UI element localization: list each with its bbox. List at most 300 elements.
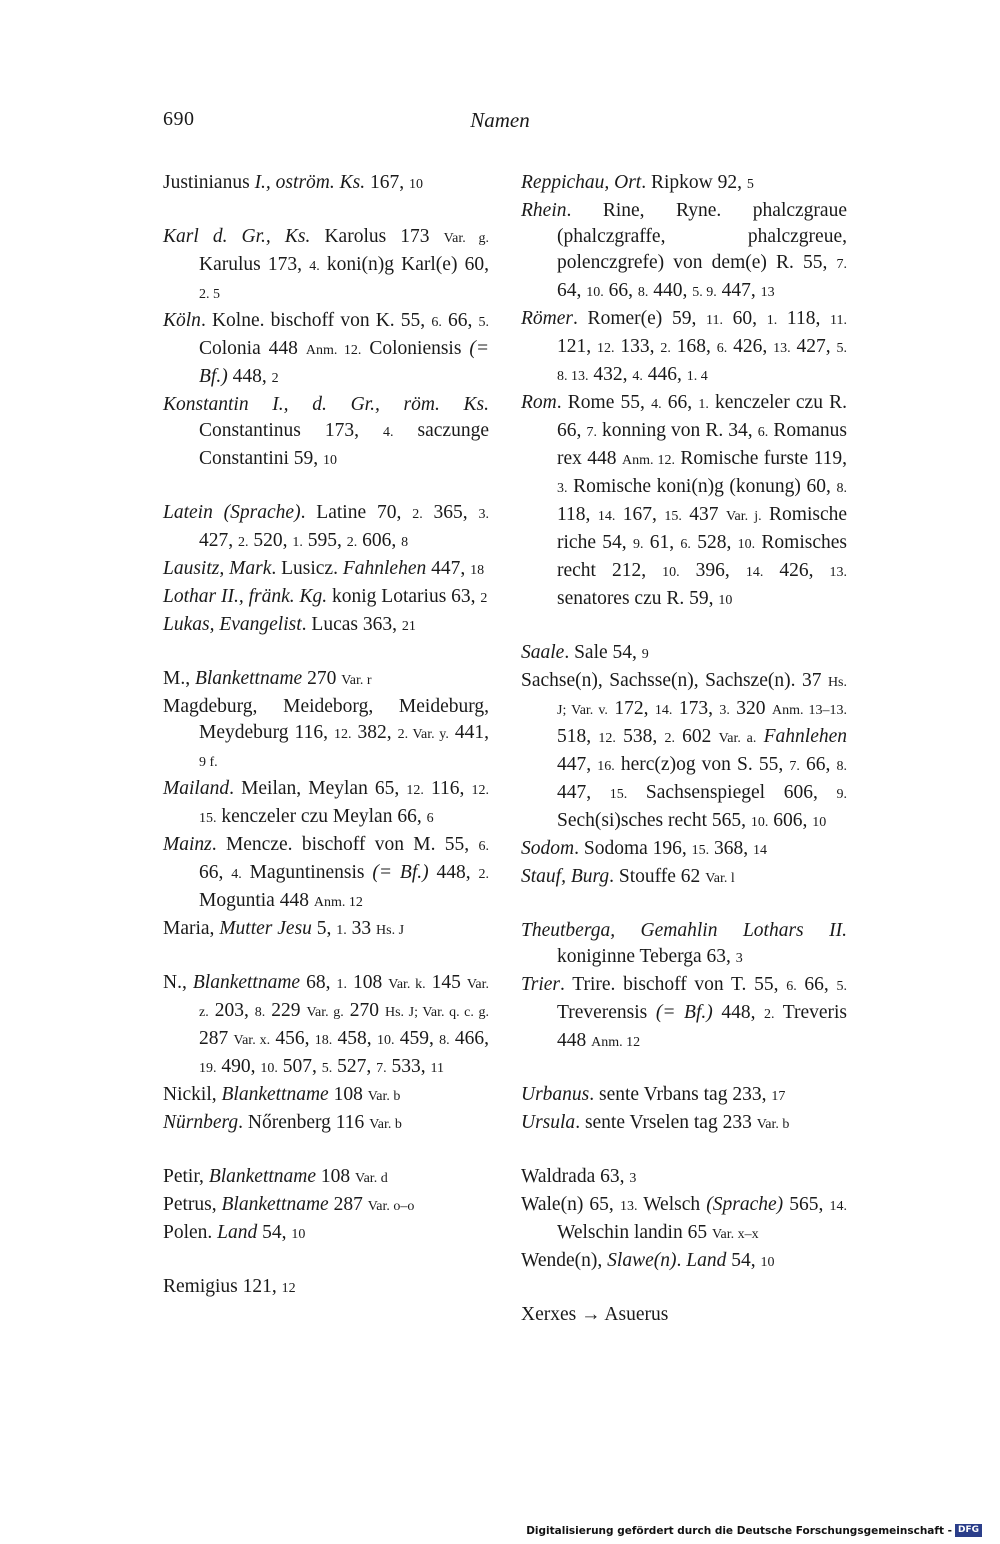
entry-italic-text: Rhein <box>521 200 567 221</box>
entry-text: 602 <box>674 726 719 747</box>
page-number: 690 <box>163 108 195 130</box>
entry-reference: 14. <box>597 509 616 524</box>
entry-reference: Hs. J; Var. q. c. g. <box>384 1005 489 1020</box>
entry-italic-text: Reppichau, Ort <box>521 172 642 193</box>
entry-reference: 13. <box>773 341 791 356</box>
entry-text: . Romer(e) 59, <box>573 308 707 329</box>
entry-italic-text: Blankettname <box>194 668 303 689</box>
entry-reference: 12. <box>333 727 352 742</box>
entry-text: 447, <box>716 280 761 301</box>
entry-reference: 18 <box>470 563 485 578</box>
entry-italic-text: Mutter Jesu <box>219 918 312 939</box>
entry-group <box>163 970 489 1138</box>
entry-reference: 2. <box>478 867 489 882</box>
entry-group <box>163 1164 489 1248</box>
entry-group <box>521 640 847 892</box>
entry-italic-text: Lausitz, Mark <box>163 558 272 579</box>
entry-reference: Var. o–o <box>367 1199 415 1214</box>
entry-italic-text: Land <box>686 1250 727 1271</box>
entry-text: 167, <box>615 504 665 525</box>
entry-reference: 8 <box>401 535 409 550</box>
entry-italic-text: (= Bf.) <box>199 338 490 387</box>
entry-text: 118, <box>557 504 598 525</box>
entry-reference: 10. <box>260 1061 278 1076</box>
index-entry <box>163 556 489 584</box>
entry-group <box>521 170 847 614</box>
entry-text: 528, <box>690 532 738 553</box>
index-entry <box>163 500 489 556</box>
entry-text: kenczeler czu Meylan 66, <box>216 806 427 827</box>
entry-reference: 7. <box>836 257 847 272</box>
index-entry <box>521 1248 847 1276</box>
entry-text: 118, <box>777 308 831 329</box>
entry-text: 447, <box>557 782 610 803</box>
entry-group <box>521 1082 847 1138</box>
entry-reference: 2 <box>271 371 279 386</box>
entry-reference: 21 <box>401 619 416 634</box>
entry-reference: 5. 8. 13. <box>557 341 847 384</box>
entry-reference: 5. <box>478 315 489 330</box>
index-entry <box>163 776 489 832</box>
entry-reference: 10 <box>408 177 423 192</box>
entry-text: . Kolne. bischoff von K. 55, <box>200 310 432 331</box>
entry-text: . Ripkow 92, <box>641 172 747 193</box>
entry-reference: 10. <box>586 285 604 300</box>
entry-reference: 4. <box>231 867 242 882</box>
index-entry <box>163 392 489 474</box>
entry-text: 173, <box>672 698 720 719</box>
entry-text: 382, <box>351 722 398 743</box>
entry-text: 172, <box>607 698 655 719</box>
entry-text: Justinianus <box>163 172 255 193</box>
entry-text: 538, <box>615 726 665 747</box>
entry-reference: 11. <box>830 313 848 328</box>
entry-text <box>756 726 763 747</box>
entry-reference: 7. <box>376 1061 387 1076</box>
index-entry <box>521 864 847 892</box>
entry-italic-text: (= Bf.) <box>372 862 429 883</box>
entry-text: 446, <box>642 364 687 385</box>
entry-text: 270 <box>343 1000 385 1021</box>
entry-reference: Var. r <box>341 673 372 688</box>
entry-text: 432, <box>588 364 633 385</box>
entry-reference: Hs. J; Var. v. <box>557 675 847 718</box>
entry-text: 606, <box>357 530 402 551</box>
entry-text: 459, <box>394 1028 440 1049</box>
entry-reference: Var. d <box>355 1171 388 1186</box>
entry-text: 527, <box>332 1056 377 1077</box>
entry-text: Karolus 173 <box>310 226 444 247</box>
entry-text: 116, <box>423 778 472 799</box>
entry-text: Constantinus 173, <box>199 420 384 441</box>
entry-reference: 17 <box>771 1089 786 1104</box>
entry-reference: Var. a. <box>718 731 757 746</box>
entry-reference: 8. <box>439 1033 450 1048</box>
index-entry <box>521 1082 847 1110</box>
entry-reference: 12. 15. <box>199 783 489 826</box>
entry-reference: 10 <box>323 453 338 468</box>
entry-reference: 2. <box>412 507 423 522</box>
entry-reference: Var. l <box>705 871 735 886</box>
entry-reference: 9 <box>641 647 649 662</box>
entry-text: 108 <box>316 1166 356 1187</box>
entry-text: Sachsenspiegel 606, <box>627 782 837 803</box>
entry-text: 54, <box>726 1250 761 1271</box>
entry-text: . sente Vrbans tag 233, <box>589 1084 772 1105</box>
index-entry <box>521 1302 847 1328</box>
entry-reference: Var. b <box>367 1089 401 1104</box>
entry-reference: 10 <box>760 1255 775 1270</box>
entry-reference: 12. <box>598 731 616 746</box>
entry-italic-text: Land <box>217 1222 258 1243</box>
entry-group <box>521 918 847 1056</box>
entry-reference: 14. <box>745 565 764 580</box>
entry-text: . sente Vrselen tag 233 <box>575 1112 757 1133</box>
entry-reference: Anm. 12. <box>305 343 362 358</box>
entry-reference: 3. <box>478 507 490 522</box>
index-entry <box>163 1274 489 1302</box>
entry-reference: 13 <box>760 285 775 300</box>
entry-reference: 13. <box>619 1199 638 1214</box>
entry-text: konig Lotarius 63, <box>327 586 481 607</box>
entry-reference: 7. <box>586 425 597 440</box>
index-entry <box>163 1164 489 1192</box>
entry-reference: 9. <box>836 787 847 802</box>
entry-text: 108 <box>346 972 389 993</box>
entry-text: Coloniensis <box>361 338 470 359</box>
entry-reference: 4. <box>651 397 662 412</box>
entry-italic-text: Karl d. Gr., Ks. <box>163 226 311 247</box>
entry-text: 33 <box>346 918 377 939</box>
entry-text: 426, <box>763 560 830 581</box>
entry-reference: 6. <box>680 537 691 552</box>
entry-reference: 10. <box>737 537 756 552</box>
entry-text: . Lucas 363, <box>301 614 402 635</box>
index-entry <box>163 170 489 198</box>
footer <box>526 1524 982 1537</box>
entry-text: Sech(si)sches recht 565, <box>557 810 751 831</box>
entry-text: . Trire. bischoff von T. 55, <box>560 974 787 995</box>
entry-text: 5, <box>311 918 337 939</box>
entry-text: . Nőrenberg 116 <box>238 1112 370 1133</box>
entry-text: 448, <box>712 1002 765 1023</box>
entry-reference: 1. <box>292 535 303 550</box>
entry-italic-text: Stauf, Burg <box>521 866 610 887</box>
entry-group <box>163 500 489 640</box>
entry-reference: 6. <box>478 839 489 854</box>
index-entry <box>163 916 489 944</box>
entry-text: 448, <box>428 862 479 883</box>
entry-text: 606, <box>768 810 813 831</box>
entry-text: Treverensis <box>557 1002 656 1023</box>
entry-text: 108 <box>328 1084 368 1105</box>
entry-italic-text: Slawe(n) <box>607 1250 677 1271</box>
entry-italic-text: Fahnlehen <box>763 726 848 747</box>
index-entry <box>163 1192 489 1220</box>
index-entry <box>521 1164 847 1192</box>
entry-reference: 13. <box>829 565 847 580</box>
entry-text: 533, <box>386 1056 431 1077</box>
entry-reference: Var. x. <box>233 1033 271 1048</box>
entry-text: 229 <box>265 1000 307 1021</box>
entry-group <box>163 1274 489 1302</box>
entry-text: 427, <box>199 530 238 551</box>
entry-reference: 1. <box>336 923 347 938</box>
entry-italic-text: Blankettname <box>208 1166 317 1187</box>
entry-reference: 3. <box>557 481 568 496</box>
entry-text: 64, <box>557 280 587 301</box>
entry-text: 518, <box>557 726 599 747</box>
index-entry <box>521 972 847 1056</box>
entry-group <box>163 170 489 198</box>
entry-text: Waldrada 63, <box>521 1166 630 1187</box>
entry-reference: 16. <box>597 759 615 774</box>
entry-reference: 1. <box>766 313 778 328</box>
entry-italic-text: Blankettname <box>221 1194 329 1215</box>
entry-reference: 6. <box>431 315 442 330</box>
entry-text: Petir, <box>163 1166 209 1187</box>
entry-text: . Mencze. bischoff von M. 55, <box>211 834 479 855</box>
entry-reference: 14 <box>753 843 768 858</box>
entry-reference: 7. <box>789 759 800 774</box>
entry-italic-text: Trier <box>521 974 561 995</box>
right-column <box>521 170 847 1354</box>
entry-italic-text: Römer <box>521 308 573 329</box>
entry-reference: 12. <box>406 783 424 798</box>
entry-reference: 2. <box>764 1007 775 1022</box>
entry-reference: 9 f. <box>199 755 218 770</box>
entry-text: Moguntia 448 <box>199 890 314 911</box>
entry-text: 66, <box>603 280 638 301</box>
entry-text: konning von R. 34, <box>596 420 758 441</box>
entry-reference: 2. <box>664 731 675 746</box>
entry-text: 287 <box>328 1194 368 1215</box>
entry-text: . Sodoma 196, <box>574 838 692 859</box>
entry-reference: 15. <box>691 843 710 858</box>
index-entry <box>521 198 847 306</box>
entry-reference: 6. <box>757 425 769 440</box>
entry-group <box>163 224 489 474</box>
entry-reference: 8. <box>637 285 649 300</box>
entry-text: 595, <box>302 530 347 551</box>
entry-italic-text: Lothar II., fränk. Kg. <box>163 586 328 607</box>
entry-text: 437 <box>681 504 726 525</box>
entry-reference: 5. <box>836 979 847 994</box>
entry-text: Romische furste 119, <box>675 448 848 469</box>
entry-reference: Anm. 12. <box>621 453 675 468</box>
entry-reference: 10. <box>662 565 680 580</box>
index-entry <box>163 666 489 694</box>
entry-text: Sachse(n), Sachsse(n), Sachsze(n). 37 <box>521 670 828 691</box>
entry-text: 447, <box>426 558 471 579</box>
entry-text: 145 <box>425 972 467 993</box>
entry-reference: 5. <box>321 1061 333 1076</box>
entry-reference: 10 <box>291 1227 306 1242</box>
entry-reference: 14. <box>654 703 673 718</box>
entry-reference: 11. <box>706 313 723 328</box>
entry-text: 447, <box>557 754 598 775</box>
entry-text: 440, <box>648 280 693 301</box>
index-entry <box>163 584 489 612</box>
entry-text: 320 <box>729 698 772 719</box>
entry-text: 61, <box>643 532 681 553</box>
index-entry <box>521 836 847 864</box>
index-entry <box>163 694 489 776</box>
entry-group <box>521 1302 847 1328</box>
entry-text: 441, <box>448 722 490 743</box>
entry-text: herc(z)og von S. 55, <box>614 754 790 775</box>
entry-reference: 4. <box>383 425 394 440</box>
entry-reference: 19. <box>199 1061 217 1076</box>
running-title: Namen <box>470 108 530 132</box>
entry-text: Welsch <box>637 1194 707 1215</box>
entry-reference: 10 <box>812 815 827 830</box>
entry-reference: 15. <box>664 509 682 524</box>
entry-reference: 12 <box>281 1281 296 1296</box>
index-entry <box>163 970 489 1082</box>
entry-italic-text: Rom <box>521 392 557 413</box>
entry-text: N., <box>163 972 193 993</box>
entry-italic-text: (= Bf.) <box>655 1002 713 1023</box>
entry-reference: 3 <box>735 951 743 966</box>
left-column <box>163 170 489 1328</box>
entry-reference: 1. <box>336 977 347 992</box>
entry-text: 287 <box>199 1028 234 1049</box>
entry-text: . Rine, Ryne. phalczgraue (phalczgraffe, phalczgreue, polenczgrefe) von dem(e) R. 55, <box>557 200 847 273</box>
entry-text: . Rome 55, <box>556 392 652 413</box>
entry-text: Romisches recht 212, <box>557 532 847 581</box>
index-entry <box>163 832 489 916</box>
entry-text: 456, <box>270 1028 315 1049</box>
entry-italic-text: Blankettname <box>192 972 301 993</box>
entry-italic-text: Saale <box>521 642 565 663</box>
entry-reference: Anm. 12 <box>591 1035 641 1050</box>
entry-text: 365, <box>422 502 479 523</box>
entry-reference: 8. <box>836 481 847 496</box>
entry-text: 427, <box>790 336 837 357</box>
entry-reference: Var. x–x <box>711 1227 759 1242</box>
entry-text: . <box>676 1250 687 1271</box>
entry-text: M., <box>163 668 195 689</box>
entry-text: Welschin landin 65 <box>557 1222 712 1243</box>
entry-text: . Sale 54, <box>564 642 642 663</box>
entry-text: 203, <box>208 1000 255 1021</box>
entry-text: 448, <box>227 366 272 387</box>
entry-italic-text: Latein (Sprache) <box>163 502 301 523</box>
entry-text: Treveris 448 <box>557 1002 848 1051</box>
index-entry <box>163 308 489 392</box>
entry-group <box>521 1164 847 1276</box>
entry-text: 458, <box>332 1028 377 1049</box>
entry-text: . Lusicz. <box>271 558 343 579</box>
index-entry <box>163 1110 489 1138</box>
entry-reference: 5. 9. <box>692 285 717 300</box>
entry-reference: 2. Var. y. <box>397 727 449 742</box>
entry-reference: 4. <box>632 369 643 384</box>
entry-text: 368, <box>709 838 754 859</box>
entry-reference: 14. <box>829 1199 848 1214</box>
entry-text: 520, <box>248 530 293 551</box>
index-entry <box>521 170 847 198</box>
entry-text: . Meilan, Meylan 65, <box>229 778 407 799</box>
entry-text: 66, <box>796 974 837 995</box>
entry-text: Romanus rex 448 <box>557 420 847 469</box>
index-entry <box>521 1110 847 1138</box>
entry-reference: Var. b <box>369 1117 402 1132</box>
entry-text: 396, <box>679 560 746 581</box>
entry-text: Romische koni(n)g (konung) 60, <box>567 476 837 497</box>
entry-text: . Latine 70, <box>300 502 413 523</box>
entry-text: Wende(n), <box>521 1250 608 1271</box>
entry-text: kenczeler czu R. 66, <box>557 392 847 441</box>
entry-text: Karulus 173, <box>199 254 310 275</box>
entry-italic-text: Ursula <box>521 1112 576 1133</box>
entry-text: 66, <box>441 310 479 331</box>
entry-reference: Anm. 12 <box>313 895 363 910</box>
index-entry <box>521 1192 847 1248</box>
entry-text: saczunge Constantini 59, <box>199 420 489 469</box>
entry-reference: 1. 4 <box>686 369 708 384</box>
entry-text: Polen. <box>163 1222 218 1243</box>
entry-reference: Anm. 13–13. <box>771 703 848 718</box>
entry-italic-text: (Sprache) <box>706 1194 784 1215</box>
entry-text: Magdeburg, Meideborg, Meideburg, Meydeburg 116, <box>163 696 489 743</box>
entry-reference: Var. b <box>756 1117 790 1132</box>
entry-reference: 2 <box>480 591 488 606</box>
entry-reference: 8. <box>836 759 848 774</box>
entry-text: Xerxes → Asuerus <box>521 1304 669 1325</box>
entry-reference: 8. <box>254 1005 266 1020</box>
entry-reference: Var. g. <box>443 231 489 246</box>
entry-reference: 12. <box>597 341 615 356</box>
entry-reference: 1. <box>698 397 709 412</box>
index-entry <box>163 1082 489 1110</box>
entry-italic-text: Sodom <box>521 838 575 859</box>
entry-italic-text: Theutberga, Gemahlin Lothars II. <box>521 920 847 941</box>
index-entry <box>521 668 847 836</box>
entry-text: 507, <box>277 1056 322 1077</box>
entry-text: Maria, <box>163 918 220 939</box>
entry-text: Romische riche 54, <box>557 504 848 553</box>
entry-reference: 4. <box>309 259 320 274</box>
index-entry <box>163 224 489 308</box>
entry-text: 66, <box>661 392 699 413</box>
footer-credit: Digitalisierung gefördert durch die Deutsche Forschungsgemeinschaft - <box>526 1524 952 1537</box>
entry-reference: 2. 5 <box>199 287 220 302</box>
entry-italic-text: Lukas, Evangelist <box>163 614 302 635</box>
entry-italic-text: Fahnlehen <box>342 558 427 579</box>
index-entry <box>521 640 847 668</box>
entry-text: Nickil, <box>163 1084 222 1105</box>
entry-text: 426, <box>727 336 774 357</box>
entry-italic-text: I., oström. Ks. <box>254 172 366 193</box>
entry-reference: 5 <box>746 177 754 192</box>
entry-reference: 6. <box>786 979 797 994</box>
entry-reference: 10. <box>750 815 769 830</box>
entry-text: 168, <box>670 336 717 357</box>
entry-reference: 3 <box>629 1171 637 1186</box>
entry-reference: 11 <box>430 1061 444 1076</box>
entry-text: 490, <box>216 1056 261 1077</box>
entry-italic-text: Blankettname <box>221 1084 329 1105</box>
entry-reference: Var. g. <box>306 1005 344 1020</box>
entry-text: senatores czu R. 59, <box>557 588 719 609</box>
entry-italic-text: Mainz <box>163 834 212 855</box>
entry-reference: 9. <box>632 537 644 552</box>
entry-reference: 10 <box>718 593 733 608</box>
entry-text: Wale(n) 65, <box>521 1194 620 1215</box>
entry-italic-text: Urbanus <box>521 1084 590 1105</box>
